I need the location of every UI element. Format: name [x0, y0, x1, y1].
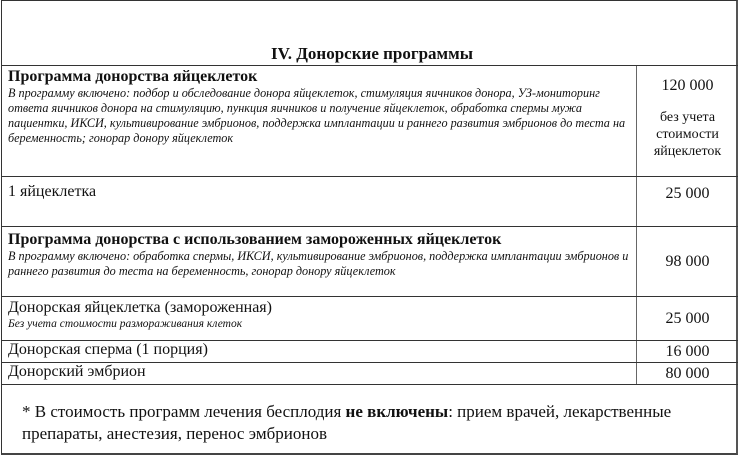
section-title: IV. Донорские программы [271, 44, 473, 63]
table-row [2, 66, 738, 177]
price-note: без учета стоимости яйцеклеток [653, 110, 722, 159]
price-cell [637, 66, 739, 177]
program-description: В программу включено: обработка спермы, ИКСИ, культивирование эмбрионов, поддержка имплантации эмбрионов и раннего развития до теста на беременность, гонорар донору яйцеклеток [8, 249, 629, 278]
item-title: 1 яйцеклетка [8, 183, 97, 200]
item-title: Донорская яйцеклетка (замороженная) [8, 299, 272, 316]
service-cell [2, 66, 637, 177]
table-row [2, 363, 738, 385]
item-title: Донорская сперма (1 порция) [8, 341, 208, 358]
price: 98 000 [665, 252, 710, 270]
price: 120 000 [661, 77, 714, 94]
footnote [22, 401, 744, 445]
program-title: Программа донорства яйцеклеток [8, 68, 258, 85]
price: 80 000 [665, 364, 710, 382]
footnote-emphasis: не включены [345, 402, 449, 421]
table-row [2, 297, 738, 341]
table-row [2, 341, 738, 363]
item-title: Донорский эмбрион [8, 363, 146, 380]
program-title: Программа донорства с использованием замороженных яйцеклеток [8, 231, 502, 248]
item-description: Без учета стоимости размораживания клеток [8, 318, 243, 330]
table-row [2, 227, 738, 297]
price-table [2, 65, 738, 385]
price: 25 000 [665, 309, 710, 327]
program-description: В программу включено: подбор и обследование донора яйцеклеток, стимуляция яичников донора, УЗ-мониторинг ответа яичников донора на стимуляцию, пункция яичников и получение яйцеклеток, обработка спермы мужа пациентки, ИКСИ, культивирование эмбрионов, поддержка имплантации и раннего развития эмбрионов до теста на беременность; гонорар донору яйцеклеток [8, 86, 626, 145]
price: 25 000 [665, 185, 710, 202]
footnote-suffix: : прием врачей, лекарственные препараты, анестезия, перенос эмбрионов [22, 402, 672, 443]
table-row [2, 177, 738, 227]
footnote-prefix: * В стоимость программ лечения бесплодия [22, 402, 346, 421]
price: 16 000 [665, 342, 710, 360]
